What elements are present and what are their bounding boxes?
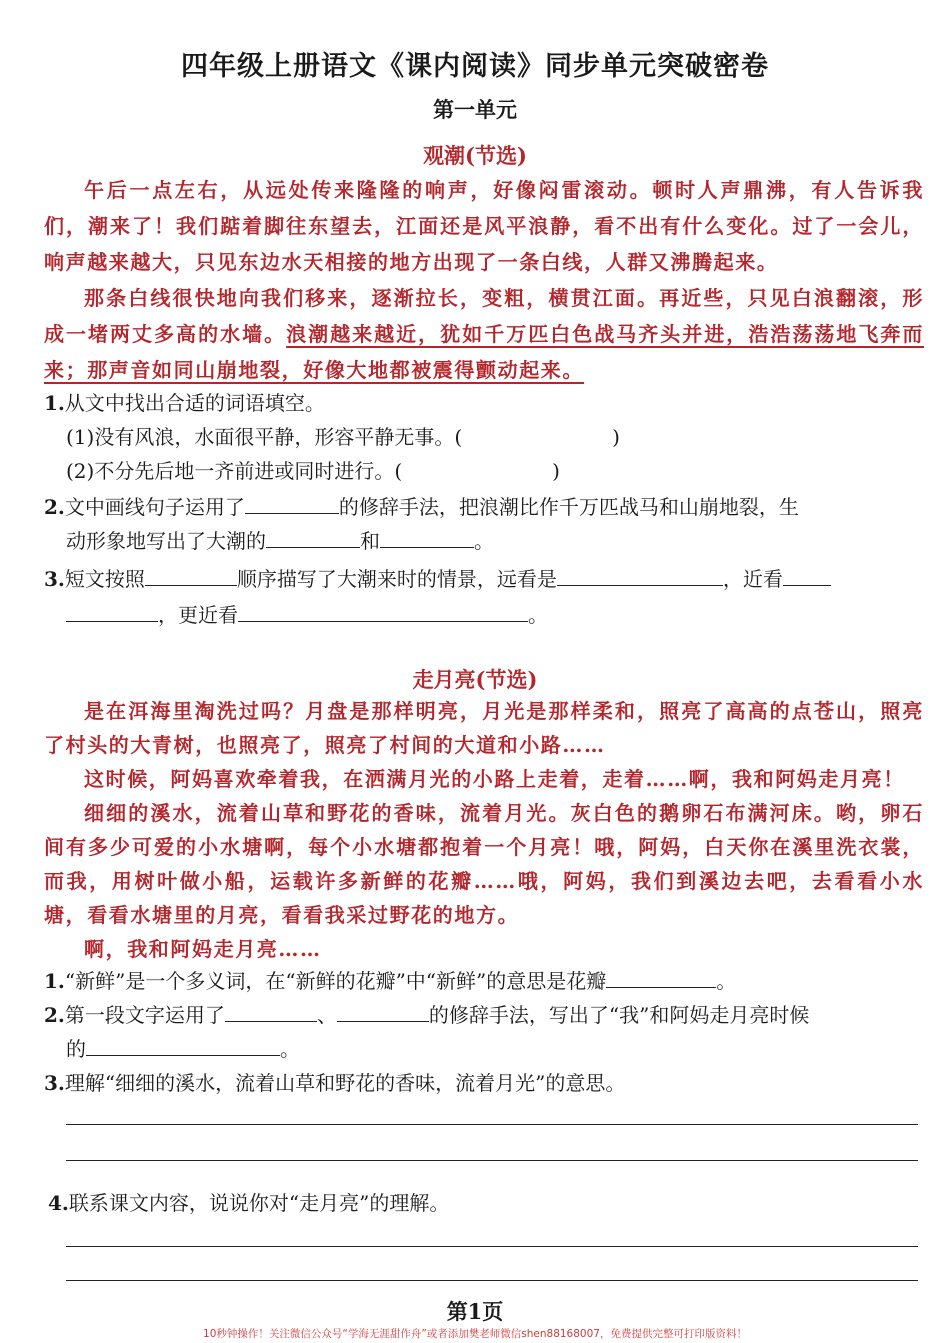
question-number: 4. — [48, 1191, 69, 1215]
question-text: (1)没有风浪，水面很平静，形容平静无事。( — [66, 425, 463, 449]
question-text: (2)不分先后地一齐前进或同时进行。( — [66, 459, 403, 483]
question-text: ，更近看 — [158, 603, 238, 627]
p2-question-2-cont — [66, 1032, 924, 1066]
question-text: 从文中找出合适的词语填空。 — [64, 391, 325, 415]
answer-blank[interactable] — [783, 563, 831, 586]
question-text: 。 — [716, 969, 737, 993]
question-text: 、 — [316, 1003, 337, 1027]
question-text: 。 — [528, 603, 548, 627]
question-text: 理解“细细的溪水，流着山草和野花的香味，流着月光”的意思。 — [64, 1071, 626, 1095]
paren-close: ) — [612, 425, 620, 449]
p2-question-4 — [48, 1186, 928, 1220]
passage1-text — [44, 172, 924, 388]
question-text: 顺序描写了大潮来时的情景，远看是 — [236, 567, 557, 591]
question-text: 的修辞手法，写出了“我”和阿妈走月亮时候 — [428, 1003, 810, 1027]
question-text: 的修辞手法，把浪潮比作千万匹战马和山崩地裂，生 — [338, 495, 799, 519]
passage1-paragraph-2 — [44, 280, 924, 388]
question-text: 第一段文字运用了 — [64, 1003, 225, 1027]
passage2-paragraph-3: 细细的溪水，流着山草和野花的香味，流着月光。灰白色的鹅卵石布满河床。哟，卵石间有多少可爱的小水塘啊，每个小水塘都抱着一个月亮！哦，阿妈，白天你在溪里洗衣裳，而我，用树叶做小船，运载许多新鲜的花瓣……哦，阿妈，我们到溪边去吧，去看看小水塘，看看水塘里的月亮，看看我采过野花的地方。 — [44, 801, 924, 927]
question-text: 。 — [280, 1037, 300, 1061]
answer-line[interactable] — [66, 1280, 918, 1281]
paren-close: ) — [552, 459, 560, 483]
question-number: 1. — [44, 391, 65, 415]
answer-blank[interactable] — [145, 563, 237, 586]
p2-question-3 — [44, 1066, 924, 1100]
unit-heading: 第一单元 — [433, 97, 517, 122]
passage2-text — [44, 694, 924, 966]
question-number: 3. — [44, 1071, 65, 1095]
question-text: 。 — [474, 529, 494, 553]
answer-blank[interactable] — [402, 456, 552, 478]
answer-blank[interactable] — [266, 525, 360, 548]
passage2-paragraph-1: 是在洱海里淘洗过吗？月盘是那样明亮，月光是那样柔和，照亮了高高的点苍山，照亮了村头的大青树，也照亮了，照亮了村间的大道和小路…… — [44, 699, 924, 757]
answer-line[interactable] — [66, 1246, 918, 1247]
passage2-paragraph-2: 这时候，阿妈喜欢牵着我，在洒满月光的小路上走着，走着……啊，我和阿妈走月亮！ — [84, 767, 905, 791]
answer-blank[interactable] — [86, 1033, 280, 1056]
passage2-paragraph-4: 啊，我和阿妈走月亮…… — [84, 937, 322, 961]
question-text: “新鲜”是一个多义词，在“新鲜的花瓣”中“新鲜”的意思是花瓣 — [64, 969, 607, 993]
question-text: 文中画线句子运用了 — [64, 495, 245, 519]
passage1-paragraph-2-plain: 那条白线很快地向我们移来，逐渐拉长，变粗，横贯江面。再近些，只见白浪翻滚，形成一堵两丈多高的水墙。 — [44, 286, 924, 346]
answer-blank[interactable] — [606, 965, 716, 988]
p1-question-1-1 — [66, 420, 620, 454]
question-number: 3. — [44, 567, 65, 591]
page-title: 四年级上册语文《课内阅读》同步单元突破密卷 — [181, 51, 769, 82]
answer-blank[interactable] — [380, 525, 474, 548]
answer-line[interactable] — [66, 1124, 918, 1125]
question-text: 短文按照 — [64, 567, 145, 591]
answer-blank[interactable] — [245, 491, 339, 514]
underlined-sentence: 浪潮越来越近，犹如千万匹白色战马齐头并进，浩浩荡荡地飞奔而来；那声音如同山崩地裂，好像大地都被震得颤动起来。 — [44, 322, 924, 382]
question-text: 动形象地写出了大潮的 — [66, 529, 266, 553]
passage2-title: 走月亮(节选) — [412, 667, 538, 692]
answer-blank[interactable] — [238, 599, 528, 622]
promo-banner: 10秒钟操作！关注微信公众号“学海无涯甜作舟”或者添加樊老师微信shen88168007，免费提供完整可打印版资料！ — [203, 1328, 747, 1340]
p1-question-2-cont — [66, 524, 924, 558]
answer-blank[interactable] — [337, 999, 429, 1022]
question-text: ，近看 — [722, 567, 783, 591]
passage1-title: 观潮(节选) — [423, 143, 527, 168]
answer-blank[interactable] — [557, 563, 723, 586]
question-number: 1. — [44, 969, 65, 993]
p1-question-1-2 — [66, 454, 560, 488]
question-text: 联系课文内容，说说你对“走月亮”的理解。 — [68, 1191, 450, 1215]
p1-question-3 — [44, 562, 924, 596]
p2-question-1 — [44, 964, 924, 998]
question-number: 2. — [44, 495, 65, 519]
page-number: 第1页 — [446, 1299, 504, 1324]
passage1-paragraph-1: 午后一点左右，从远处传来隆隆的响声，好像闷雷滚动。顿时人声鼎沸，有人告诉我们，潮来了！我们踮着脚往东望去，江面还是风平浪静，看不出有什么变化。过了一会儿，响声越来越大，只见东边水天相接的地方出现了一条白线，人群又沸腾起来。 — [44, 178, 924, 274]
answer-blank[interactable] — [66, 599, 158, 622]
answer-blank[interactable] — [462, 422, 612, 444]
p2-question-2 — [44, 998, 924, 1032]
question-text: 的 — [66, 1037, 86, 1061]
p1-question-1 — [44, 386, 924, 420]
question-text: 和 — [360, 529, 380, 553]
p1-question-2 — [44, 490, 924, 524]
question-number: 2. — [44, 1003, 65, 1027]
answer-blank[interactable] — [225, 999, 317, 1022]
answer-line[interactable] — [66, 1160, 918, 1161]
p1-question-3-cont — [66, 598, 924, 632]
